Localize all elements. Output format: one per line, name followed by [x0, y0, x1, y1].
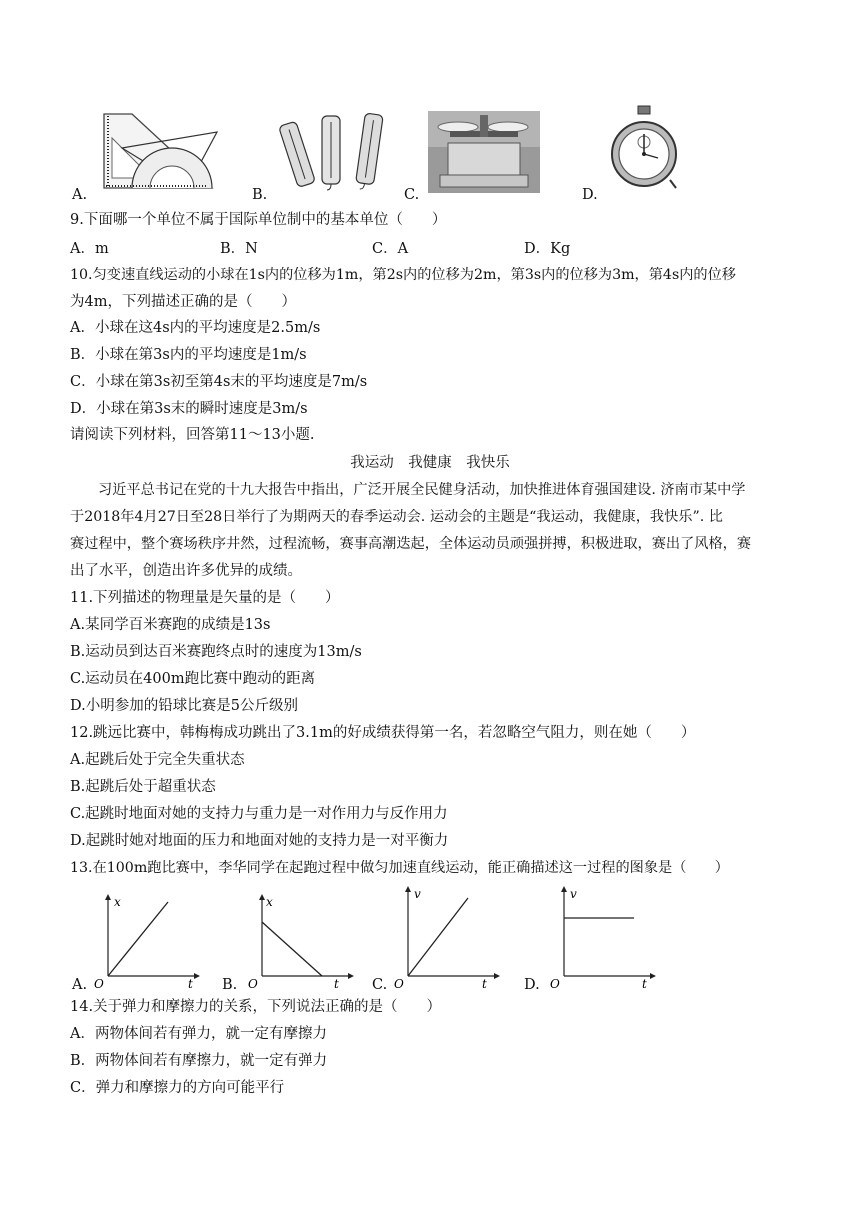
q13-label-d: D.	[524, 977, 540, 993]
q13-label-a: A.	[72, 977, 88, 993]
q8-label-c: C.	[404, 187, 420, 203]
q13-label-c: C.	[372, 977, 388, 993]
graph-b-x-label: t	[334, 977, 339, 988]
spring-scale-icon	[272, 108, 394, 194]
graph-c	[392, 884, 502, 988]
stopwatch-icon	[610, 104, 680, 194]
graph-a-x-label: t	[188, 977, 193, 988]
q8-label-d: D.	[582, 187, 598, 203]
q9-option-d: D．Kg	[524, 241, 571, 257]
q10-option-a: A．小球在这4s内的平均速度是2.5m/s	[70, 320, 321, 336]
graph-b-origin: O	[248, 977, 258, 988]
graph-c-x-label: t	[482, 977, 487, 988]
ruler-set-icon	[92, 108, 222, 190]
graph-d	[548, 884, 660, 988]
passage-para-line1: 习近平总书记在党的十九大报告中指出，广泛开展全民健身活动，加快推进体育强国建设. 济南市某中学	[98, 482, 746, 498]
q9-stem: 9.下面哪一个单位不属于国际单位制中的基本单位（ ）	[70, 212, 447, 228]
q8-label-b: B.	[252, 187, 268, 203]
q12-option-a: A.起跳后处于完全失重状态	[70, 752, 245, 768]
graph-b-y-label: x	[266, 895, 273, 909]
graph-b	[246, 892, 356, 988]
graph-d-y-label: v	[570, 887, 577, 901]
q14-stem: 14.关于弹力和摩擦力的关系，下列说法正确的是（ ）	[70, 999, 442, 1015]
q14-option-a: A．两物体间若有弹力，就一定有摩擦力	[70, 1026, 327, 1042]
q9-option-c: C．A	[372, 241, 409, 257]
q10-stem-line2: 为4m，下列描述正确的是（ ）	[70, 294, 296, 310]
q14-option-b: B．两物体间若有摩擦力，就一定有弹力	[70, 1053, 328, 1069]
graph-d-origin: O	[550, 977, 560, 988]
passage-title: 我运动 我健康 我快乐	[350, 455, 510, 471]
graph-b-line	[262, 922, 322, 976]
graph-a-y-label: x	[114, 895, 121, 909]
passage-para-line3: 赛过程中，整个赛场秩序井然，过程流畅，赛事高潮迭起，全体运动员顽强拼搏，积极进取，赛出了风格，赛	[70, 536, 752, 552]
passage-para-line2: 于2018年4月27日至28日举行了为期两天的春季运动会. 运动会的主题是“我运动，我健康，我快乐”. 比	[70, 509, 723, 525]
graph-a-line	[108, 902, 168, 976]
q11-option-b: B.运动员到达百米赛跑终点时的速度为13m/s	[70, 644, 362, 660]
graph-c-line	[408, 898, 468, 976]
q11-option-d: D.小明参加的铅球比赛是5公斤级别	[70, 698, 298, 714]
q13-stem: 13.在100m跑比赛中，李华同学在起跑过程中做匀加速直线运动，能正确描述这一过程的图象是（ ）	[70, 860, 729, 876]
balance-scale-icon	[428, 111, 540, 193]
graph-c-origin: O	[394, 977, 404, 988]
q8-label-a: A.	[72, 187, 88, 203]
q11-option-c: C.运动员在400m跑比赛中跑动的距离	[70, 671, 316, 687]
q9-option-a: A．m	[70, 241, 109, 257]
passage-intro: 请阅读下列材料，回答第11～13小题.	[70, 427, 315, 443]
q12-option-b: B.起跳后处于超重状态	[70, 779, 216, 795]
q10-stem-line1: 10.匀变速直线运动的小球在1s内的位移为1m，第2s内的位移为2m，第3s内的位移为3m，第4s内的位移	[70, 267, 736, 283]
graph-d-x-label: t	[642, 977, 647, 988]
q12-stem: 12.跳远比赛中，韩梅梅成功跳出了3.1m的好成绩获得第一名，若忽略空气阻力，则在她（ ）	[70, 725, 696, 741]
q9-option-b: B．N	[220, 241, 258, 257]
q14-option-c: C．弹力和摩擦力的方向可能平行	[70, 1080, 285, 1096]
q11-stem: 11.下列描述的物理量是矢量的是（ ）	[70, 590, 340, 606]
q11-option-a: A.某同学百米赛跑的成绩是13s	[70, 617, 271, 633]
q10-option-d: D．小球在第3s末的瞬时速度是3m/s	[70, 401, 308, 417]
graph-c-y-label: v	[414, 887, 421, 901]
passage-para-line4: 出了水平，创造出许多优异的成绩。	[70, 563, 302, 579]
q10-option-b: B．小球在第3s内的平均速度是1m/s	[70, 347, 307, 363]
q13-label-b: B.	[222, 977, 238, 993]
q12-option-d: D.起跳时她对地面的压力和地面对她的支持力是一对平衡力	[70, 833, 449, 849]
q10-option-c: C．小球在第3s初至第4s末的平均速度是7m/s	[70, 374, 368, 390]
graph-a	[92, 892, 202, 988]
graph-a-origin: O	[94, 977, 104, 988]
q12-option-c: C.起跳时地面对她的支持力与重力是一对作用力与反作用力	[70, 806, 448, 822]
